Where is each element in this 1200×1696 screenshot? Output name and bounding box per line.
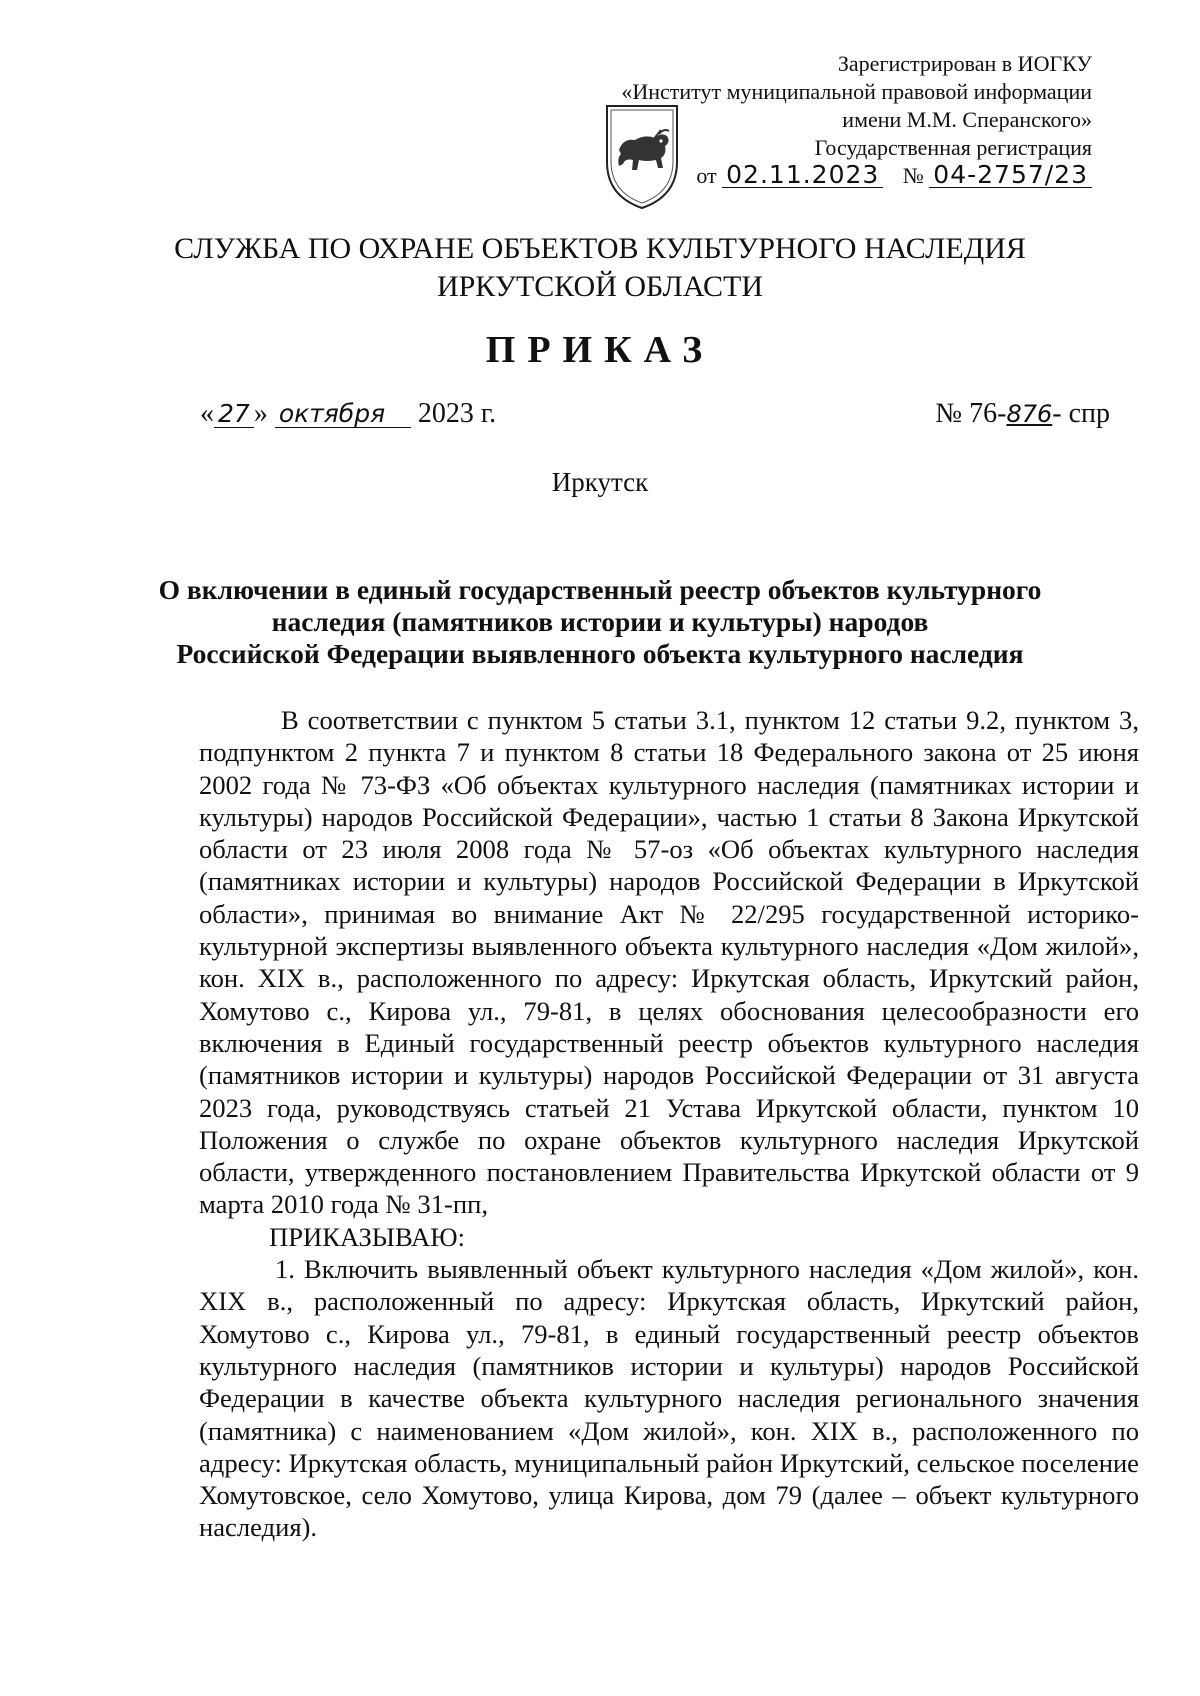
registration-line-2: «Институт муниципальной правовой информации	[621, 79, 1092, 104]
authority-line-1: СЛУЖБА ПО ОХРАНЕ ОБЪЕКТОВ КУЛЬТУРНОГО НАСЛЕДИЯ	[174, 232, 1026, 265]
order-item-1: 1. Включить выявленный объект культурного наследия «Дом жилой», кон. XIX в., расположенный по адресу: Иркутская область, Иркутский район, Хомутово с., Кирова ул., 79-81, в единый государственный реестр объектов культурного наследия (памятников истории и культуры) народов Российской Федерации в качестве объекта культурного наследия регионального значения (памятника) с наименованием «Дом жилой», кон. XIX в., расположенного по адресу: Иркутская область, муниципальный район Иркутский, сельское поселение Хомутовское, село Хомутово, улица Кирова, дом 79 (далее – объект культурного наследия).	[199, 1254, 1139, 1543]
date-open-quote: «	[200, 398, 214, 429]
order-word: ПРИКАЗЫВАЮ:	[269, 1221, 465, 1252]
registration-line-4: Государственная регистрация	[814, 135, 1092, 160]
coat-of-arms-icon	[601, 100, 683, 212]
order-title: ПРИКАЗ	[485, 329, 715, 371]
order-date	[200, 398, 496, 430]
heading-line-3: Российской Федерации выявленного объекта культурного наследия	[176, 638, 1024, 669]
order-body	[199, 704, 1139, 1544]
heading-line-1: О включении в единый государственный реестр объектов культурного	[158, 574, 1042, 605]
registration-date: 02.11.2023	[722, 163, 883, 188]
authority-line-2: ИРКУТСКОЙ ОБЛАСТИ	[436, 270, 764, 303]
date-close-quote: »	[253, 398, 268, 429]
date-day: 27	[214, 401, 254, 428]
order-number-prefix: № 76-	[935, 398, 1007, 429]
authority-name	[0, 230, 1200, 306]
registration-number-prefix: №	[902, 163, 924, 188]
order-number	[935, 398, 1110, 430]
preamble-paragraph: В соответствии с пунктом 5 статьи 3.1, пунктом 12 статьи 9.2, пунктом 3, подпунктом 2 пункта 7 и пунктом 8 статьи 18 Федерального закона от 25 июня 2002 года № 73-ФЗ «Об объектах культурного наследия (памятниках истории и культуры) народов Российской Федерации», частью 1 статьи 8 Закона Иркутской области от 23 июля 2008 года № 57-оз «Об объектах культурного наследия (памятниках истории и культуры) народов Российской Федерации в Иркутской области», принимая во внимание Акт № 22/295 государственной историко-культурной экспертизы выявленного объекта культурного наследия «Дом жилой», кон. XIX в., расположенного по адресу: Иркутская область, Иркутский район, Хомутово с., Кирова ул., 79-81, в целях обоснования целесообразности его включения в Единый государственный реестр объектов культурного наследия (памятников истории и культуры) народов Российской Федерации от 31 августа 2023 года, руководствуясь статьей 21 Устава Иркутской области, пунктом 10 Положения о службе по охране объектов культурного наследия Иркутской области, утвержденного постановлением Правительства Иркутской области от 9 марта 2010 года № 31-пп,	[199, 705, 1139, 1220]
registration-date-prefix: от	[696, 163, 717, 188]
city: Иркутск	[551, 467, 649, 497]
date-month: октября	[275, 401, 411, 428]
registration-line-3: имени М.М. Сперанского»	[842, 107, 1092, 132]
order-heading	[150, 574, 1050, 670]
date-year: 2023 г.	[417, 398, 497, 429]
heading-line-2: наследия (памятников истории и культуры) народов	[271, 606, 929, 637]
order-number-suffix: - спр	[1052, 398, 1110, 429]
order-number-handwritten: 876	[1006, 400, 1053, 428]
registration-number: 04-2757/23	[929, 163, 1092, 188]
registration-line-1: Зарегистрирован в ИОГКУ	[837, 51, 1092, 76]
